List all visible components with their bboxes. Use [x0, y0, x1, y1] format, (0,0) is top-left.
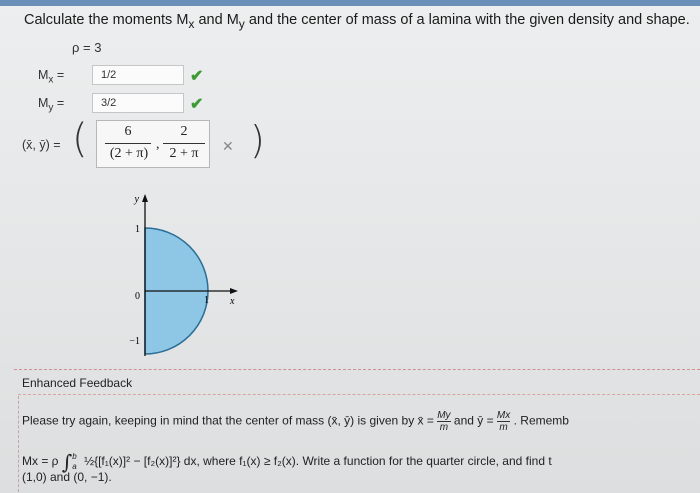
frac-my-num: My: [437, 410, 451, 421]
frac1-denominator: (2 + π): [109, 146, 149, 161]
left-paren: (: [72, 116, 88, 162]
fraction-comma: ,: [156, 137, 160, 152]
question-sub-y: y: [238, 16, 245, 31]
question-text: [24, 12, 690, 31]
quarter-circle-graph: [100, 186, 250, 361]
feedback-line1-end: . Rememb: [513, 413, 569, 428]
feedback-line-1: [22, 410, 569, 433]
tick-origin: 0: [135, 291, 140, 302]
feedback-line1-text: Please try again, keeping in mind that the center of mass (x̄, ȳ) is given by x̄ =: [22, 413, 438, 428]
integral-upper-limit: b: [72, 452, 77, 461]
my-correct-check-icon: ✔: [190, 96, 204, 113]
frac2-bar: [163, 143, 205, 144]
mx-label: [38, 68, 64, 86]
frac-my-over-m: [437, 410, 450, 433]
frac-mx-over-m: [497, 410, 510, 433]
center-of-mass-label: (x̄, ȳ) =: [22, 138, 61, 152]
density-value: ρ = 3: [72, 40, 102, 55]
question-part-2: and M: [194, 12, 239, 28]
my-label-m: M: [38, 96, 49, 110]
tick-x-1: 1: [204, 295, 209, 306]
top-strip: [0, 0, 700, 6]
frac-mx-den: m: [499, 422, 508, 433]
my-label: [38, 96, 64, 114]
my-label-eq: =: [53, 96, 65, 110]
y-axis-arrow-icon: [142, 194, 148, 202]
integral-lower-limit: a: [72, 462, 77, 471]
right-paren: ): [250, 118, 265, 162]
question-part-1: Calculate the moments M: [24, 12, 189, 28]
x-axis-arrow-icon: [230, 288, 238, 294]
frac2-denominator: 2 + π: [169, 146, 199, 161]
enhanced-feedback-panel: [14, 369, 700, 493]
incorrect-x-icon: ✕: [222, 138, 234, 154]
feedback-line2-end: where f₁(x) ≥ f₂(x). Write a function for the quarter circle, and find t: [203, 454, 552, 469]
feedback-line2-formula: ½{[f₁(x)]² − [f₂(x)]²} dx,: [84, 454, 200, 469]
frac-my-den: m: [439, 422, 449, 433]
feedback-title: Enhanced Feedback: [22, 376, 133, 390]
mx-label-eq: =: [53, 68, 65, 82]
center-of-mass-answer-field[interactable]: [96, 120, 210, 168]
my-answer-field[interactable]: 3/2: [92, 93, 184, 113]
feedback-line-3: (1,0) and (0, −1).: [22, 470, 112, 484]
x-axis-label: x: [230, 296, 235, 307]
feedback-line1-mid: and ȳ =: [453, 413, 497, 428]
integral-icon: ∫: [61, 450, 73, 474]
tick-y-1: 1: [135, 224, 140, 235]
y-axis-label: y: [134, 194, 139, 205]
frac2-numerator: 2: [180, 124, 188, 139]
mx-correct-check-icon: ✔: [190, 68, 204, 85]
mx-label-m: M: [38, 68, 49, 82]
frac-mx-num: Mx: [496, 410, 511, 421]
question-part-3: and the center of mass of a lamina with the given density and shape.: [244, 12, 690, 28]
my-label-sub: y: [48, 102, 54, 114]
question-sub-x: x: [188, 16, 195, 31]
feedback-line2-start: Mx = ρ: [22, 454, 59, 469]
feedback-left-border: [18, 396, 19, 492]
feedback-divider: [18, 394, 700, 395]
frac1-numerator: 6: [124, 124, 132, 139]
frac1-bar: [105, 143, 151, 144]
integral-limits: [72, 452, 76, 472]
mx-label-sub: x: [48, 74, 54, 86]
mx-answer-field[interactable]: 1/2: [92, 65, 184, 85]
tick-y-minus-1: −1: [129, 336, 140, 347]
